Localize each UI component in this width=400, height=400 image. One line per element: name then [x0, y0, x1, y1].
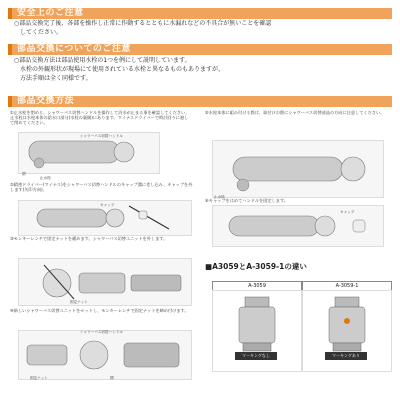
compare-left-label: A-3059	[212, 281, 302, 292]
step-2-text: ②精密ドライバー(マイナス)をシャワーバス切替ハンドルのキャップ溝に差し込み、キャップを外します(矢印方向)。	[10, 182, 193, 193]
notice-line-1: ○部品交換方法は部品使用水栓の1つを例にして説明しています。	[14, 57, 191, 64]
step-5-figure	[212, 140, 384, 198]
label-cap-1: キャップ	[100, 203, 115, 207]
label-shower-handle-2: シャワーバス切替ハンドル	[80, 330, 123, 334]
notice-line-3: 方法手順は全く同様です。	[20, 75, 92, 82]
step-3-figure	[18, 258, 192, 306]
step-3-text: ③モンキーレンチで固定ナットを緩めます。シャワーバス切替ユニットを外します。	[10, 236, 168, 241]
safety-heading-bar	[8, 8, 392, 19]
step-5-text: ⑤水栓本体に組み付ける際は、取付けの際にシャワーバス切替部品の方向に注意してください。	[205, 110, 385, 115]
step-6-text: ⑥キャップをはめてハンドルを固定します。	[205, 198, 288, 203]
unit-install-illustration	[19, 331, 191, 379]
safety-line-1: ○部品交換完了後、各部を操作し正常に作動するとともに水漏れなどの不具合が無いことを確認	[14, 20, 272, 27]
label-stop-valve-2: 止水栓	[214, 195, 225, 199]
label-shower-handle-1: シャワーバス切替ハンドル	[80, 134, 123, 138]
compare-right-tag: マーキングあり	[325, 352, 367, 360]
method-heading: 部品交換方法	[17, 96, 75, 106]
nut-loosen-illustration	[19, 259, 191, 305]
label-close: 閉	[22, 172, 26, 176]
label-open: 開	[110, 376, 114, 380]
compare-heading: ■A3059とA-3059-1の違い	[205, 262, 307, 271]
step-1-text: ①止水栓を閉める。シャワーバス切替ハンドルを操作して浴水が止まる事を確認してください。止水栓は水栓本体の給水口部分(水栓の裏側)にあります。マイナスドライバーで時計回りに廻して閉めてください。	[10, 110, 190, 126]
label-stop-valve-1: 止水栓	[40, 176, 51, 180]
notice-heading: 部品交換についてのご注意	[17, 44, 131, 54]
method-heading-bar	[8, 96, 392, 107]
step-6-figure	[212, 205, 384, 247]
compare-left-tag: マーキングなし	[235, 352, 277, 360]
notice-line-2: 水栓の外観形状が現場にて使用されている水栓と異なるものもありますが、	[20, 66, 225, 73]
label-cap-2: キャップ	[340, 210, 355, 214]
safety-line-2: してください。	[20, 29, 63, 36]
compare-right-label: A-3059-1	[302, 281, 392, 292]
faucet-illustration	[19, 133, 159, 173]
step-4-text: ④新しいシャワーバス切替ユニットをセットし、モンキーレンチで固定ナットを締め付けます。	[10, 308, 189, 313]
orientation-illustration	[213, 141, 383, 197]
notice-heading-bar	[8, 44, 392, 55]
cap-attach-illustration	[213, 206, 383, 246]
label-fixing-nut-2: 固定ナット	[30, 376, 48, 380]
safety-heading: 安全上のご注意	[17, 8, 84, 18]
step-4-figure	[18, 330, 192, 380]
label-fixing-nut-1: 固定ナット	[70, 300, 88, 304]
